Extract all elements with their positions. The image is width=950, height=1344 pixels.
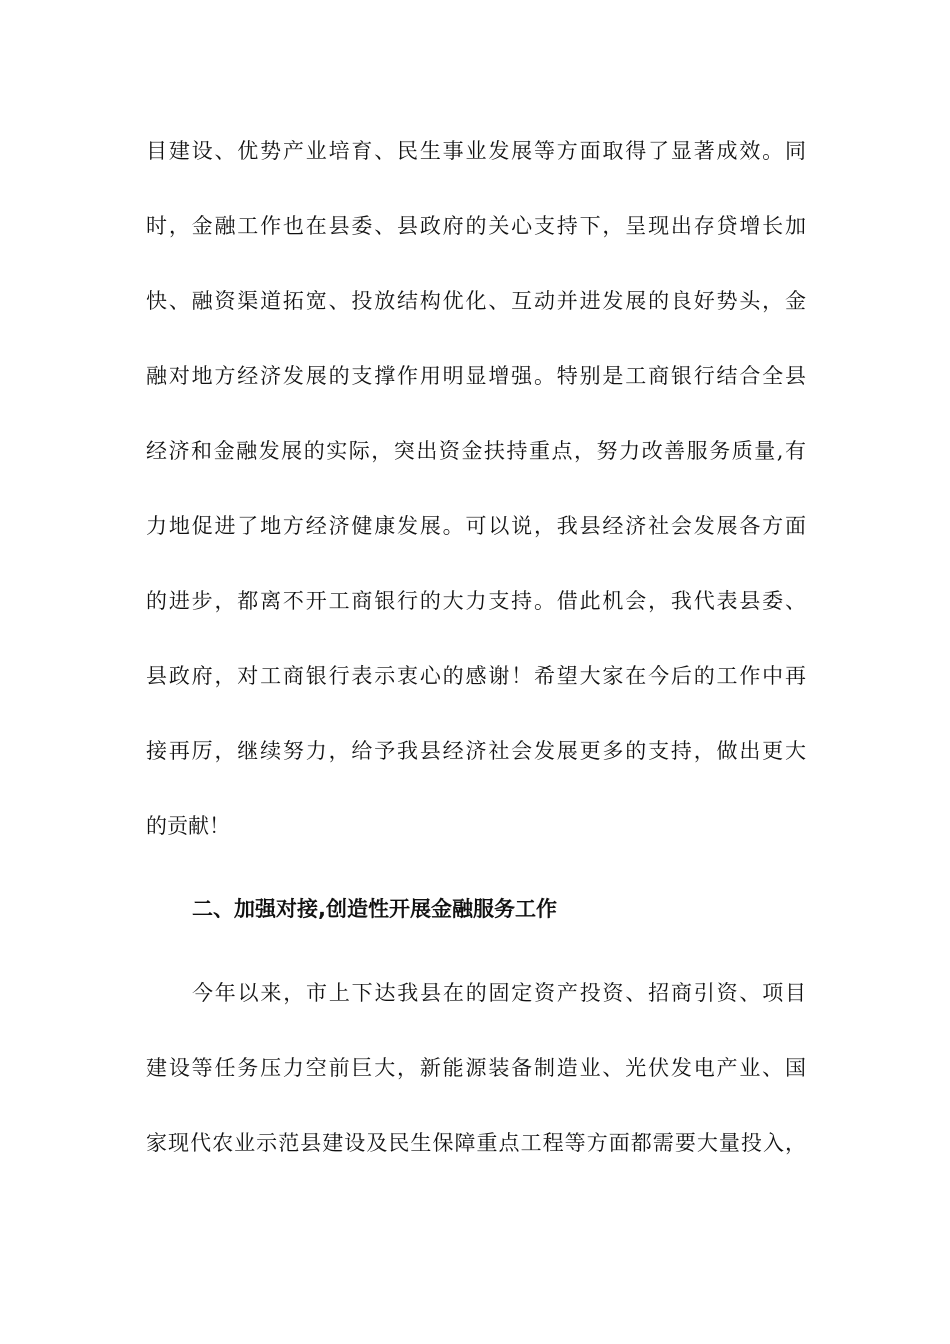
paragraph-2-line-1: 今年以来，市上下达我县在的固定资产投资、招商引资、项目 — [192, 981, 806, 1005]
paragraph-1-line-9: 接再厉，继续努力，给予我县经济社会发展更多的支持，做出更大 — [146, 739, 806, 763]
paragraph-1-line-7: 的进步，都离不开工商银行的大力支持。借此机会，我代表县委、 — [146, 589, 806, 613]
paragraph-1-line-2: 时，金融工作也在县委、县政府的关心支持下，呈现出存贷增长加 — [146, 214, 806, 238]
section-heading: 二、加强对接,创造性开展金融服务工作 — [192, 897, 557, 921]
paragraph-1-line-5: 经济和金融发展的实际，突出资金扶持重点，努力改善服务质量,有 — [146, 439, 806, 463]
paragraph-1-line-10: 的贡献！ — [146, 814, 230, 838]
paragraph-1-line-8: 县政府，对工商银行表示衷心的感谢！希望大家在今后的工作中再 — [146, 664, 806, 688]
paragraph-2-line-2: 建设等任务压力空前巨大，新能源装备制造业、光伏发电产业、国 — [146, 1056, 806, 1080]
paragraph-1-line-4: 融对地方经济发展的支撑作用明显增强。特别是工商银行结合全县 — [146, 364, 806, 388]
paragraph-1-line-1: 目建设、优势产业培育、民生事业发展等方面取得了显著成效。同 — [146, 139, 806, 163]
paragraph-1-line-3: 快、融资渠道拓宽、投放结构优化、互动并进发展的良好势头，金 — [146, 289, 806, 313]
paragraph-1-line-6: 力地促进了地方经济健康发展。可以说，我县经济社会发展各方面 — [146, 514, 806, 538]
paragraph-2-line-3: 家现代农业示范县建设及民生保障重点工程等方面都需要大量投入， — [146, 1131, 806, 1155]
